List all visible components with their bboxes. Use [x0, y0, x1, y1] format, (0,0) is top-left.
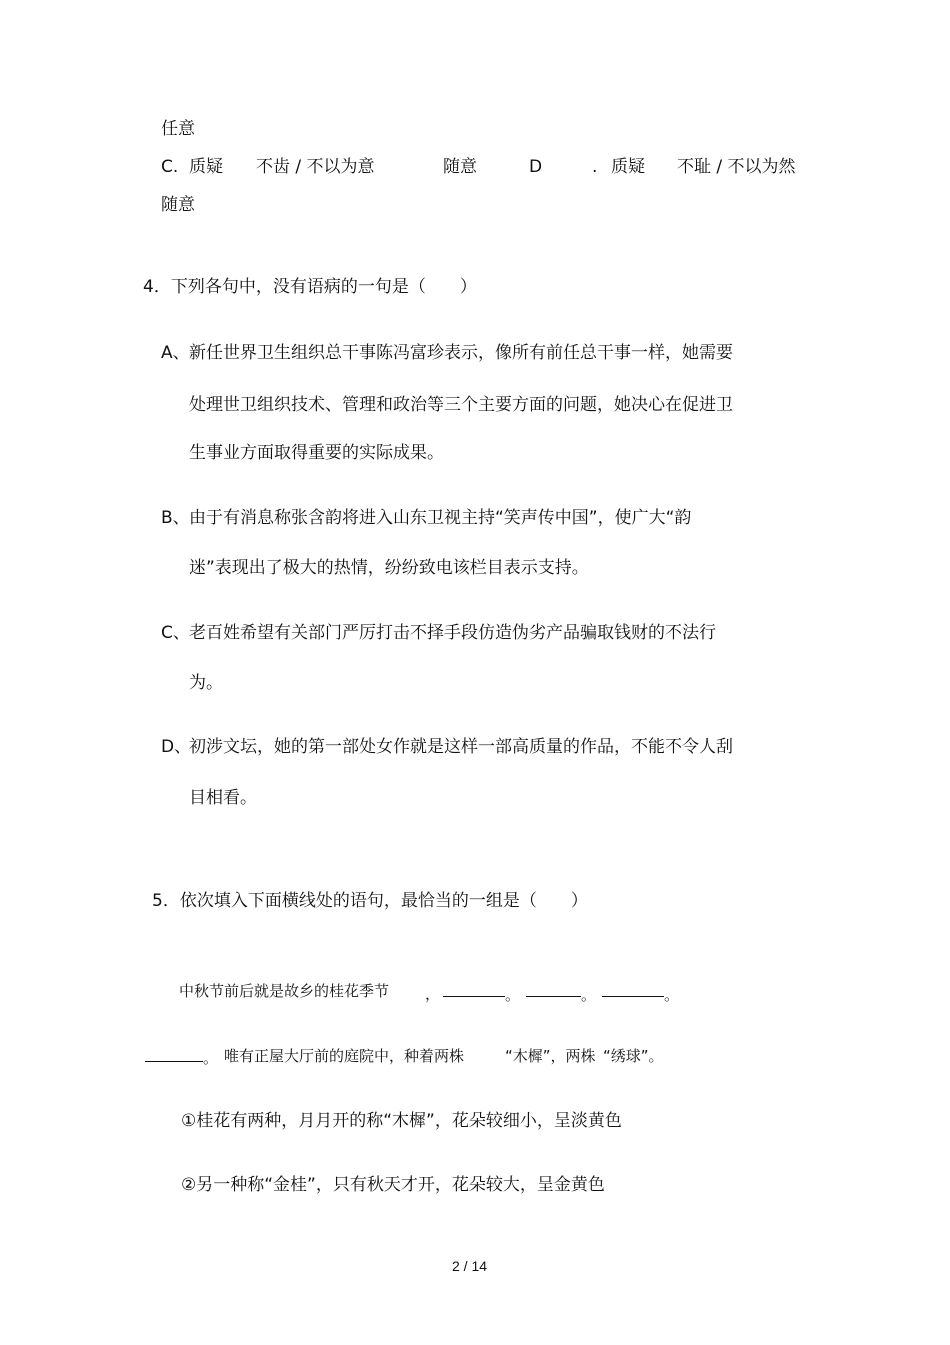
q5-period-4: 。 [203, 1049, 219, 1067]
fill-in-blank-3 [602, 996, 664, 997]
q4-option-b-line1: 由于有消息称张含韵将进入山东卫视主持“笑声传中国”，使广大“韵 [189, 508, 692, 528]
q4-option-b-letter: B、 [161, 508, 190, 528]
q4-option-a-line2: 处理世卫组织技术、管理和政治等三个主要方面的问题，她决心在促进卫 [189, 395, 733, 415]
q4-option-c-line1: 老百姓希望有关部门严厉打击不择手段仿造伪劣产品骗取钱财的不法行 [189, 623, 716, 643]
q3-option-c-letter: C. [161, 157, 179, 177]
q4-option-a-line3: 生事业方面取得重要的实际成果。 [189, 443, 444, 463]
q4-option-d-line1: 初涉文坛，她的第一部处女作就是这样一部高质量的作品，不能不令人刮 [189, 737, 733, 757]
fill-in-blank-1 [443, 996, 505, 997]
q3-tail-line3: 随意 [161, 195, 195, 215]
q4-option-b-line2: 迷”表现出了极大的热情，纷纷致电该栏目表示支持。 [189, 558, 589, 578]
q5-item-2: ②另一种称“金桂”，只有秋天才开，花朵较大，呈金黄色 [181, 1175, 605, 1195]
q3-option-c-word1: 质疑 [189, 157, 223, 177]
q4-option-d-line2: 目相看。 [189, 788, 257, 808]
q3-option-d-dot: . [592, 157, 598, 177]
q4-stem: 4．下列各句中，没有语病的一句是（ ） [143, 277, 477, 297]
q4-option-c-line2: 为。 [189, 673, 223, 693]
fill-in-blank-2 [526, 996, 581, 997]
q5-passage-line1-text: 中秋节前后就是故乡的桂花季节 [179, 982, 390, 1000]
q5-item-1: ①桂花有两种，月月开的称“木樨”，花朵较细小，呈淡黄色 [181, 1111, 622, 1131]
q4-option-c-letter: C、 [161, 623, 190, 643]
q4-option-a-letter: A、 [161, 343, 190, 363]
q5-passage-xiuqiu: “绣球”。 [603, 1047, 664, 1065]
q3-option-d-word1: 质疑 [611, 157, 645, 177]
q5-period-1: 。 [505, 986, 521, 1004]
q3-option-c-word3: 随意 [443, 157, 477, 177]
q4-option-d-letter: D、 [161, 737, 192, 757]
q5-stem: 5．依次填入下面横线处的语句，最恰当的一组是（ ） [152, 891, 588, 911]
q5-period-2: 。 [581, 986, 597, 1004]
q3-option-d-letter: D [529, 157, 543, 177]
q3-option-c-word2: 不齿 / 不以为意 [256, 157, 375, 177]
q5-passage-line2-text: 唯有正屋大厅前的庭院中，种着两株 [224, 1047, 465, 1065]
page-number: 2 / 14 [452, 1258, 488, 1274]
q4-option-a-line1: 新任世界卫生组织总干事陈冯富珍表示，像所有前任总干事一样，她需要 [189, 343, 733, 363]
q5-passage-muxi: “木樨”，两株 [505, 1047, 596, 1065]
q3-tail-line1: 任意 [161, 119, 195, 139]
q5-passage-comma: ， [425, 985, 441, 1003]
q5-period-3: 。 [664, 986, 680, 1004]
q3-option-d-word2: 不耻 / 不以为然 [677, 157, 796, 177]
fill-in-blank-4 [145, 1061, 203, 1062]
